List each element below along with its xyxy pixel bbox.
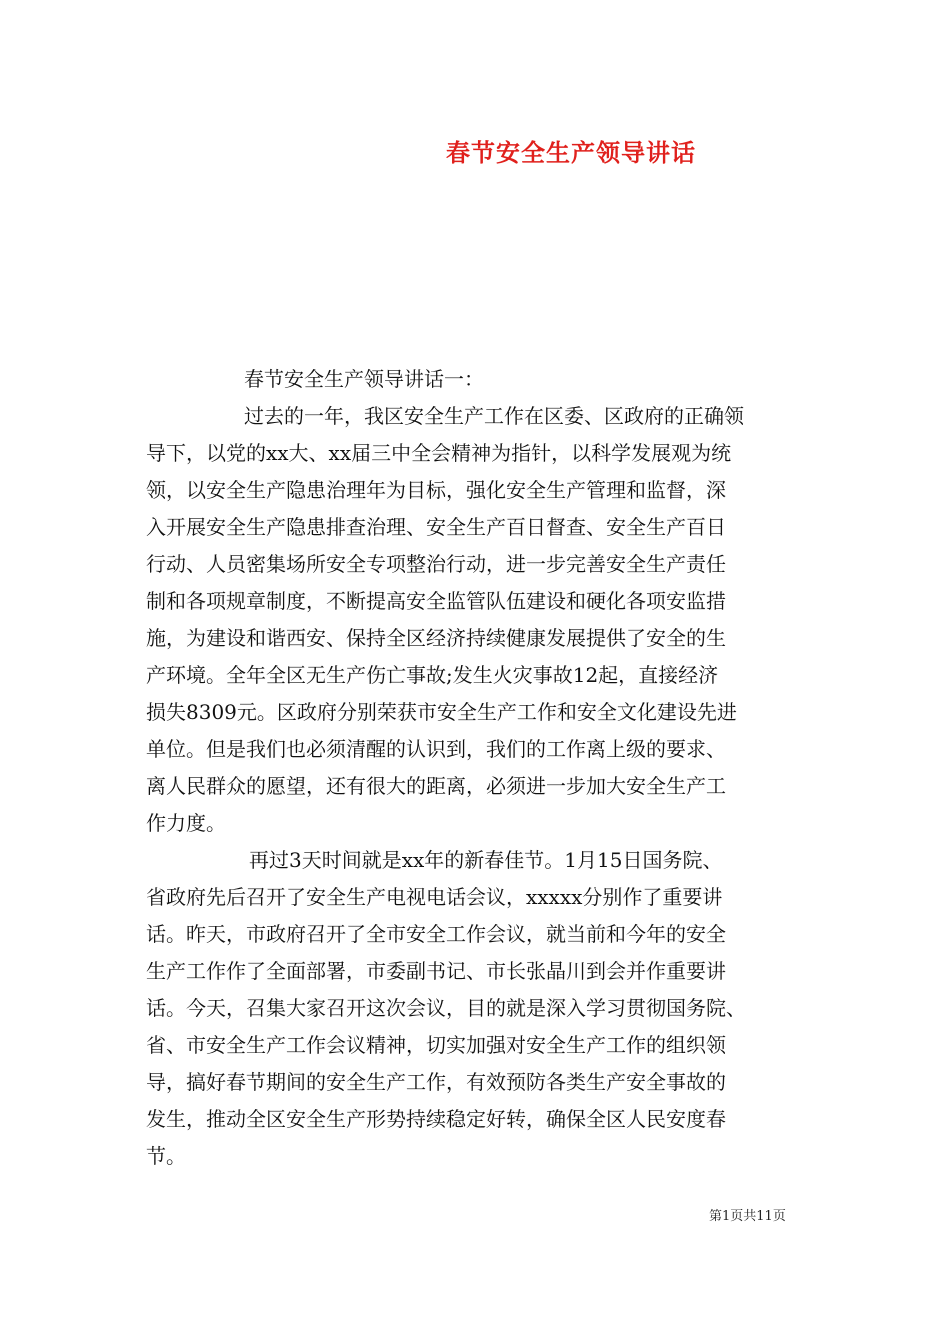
paragraph-line: 领，以安全生产隐患治理年为目标，强化安全生产管理和监督，深 (146, 478, 726, 502)
paragraph-line: 过去的一年，我区安全生产工作在区委、区政府的正确领 (244, 404, 744, 428)
document-title: 春节安全生产领导讲话 (446, 138, 696, 167)
paragraph-line: 单位。但是我们也必须清醒的认识到，我们的工作离上级的要求、 (146, 737, 726, 761)
paragraph-line: 发生，推动全区安全生产形势持续稳定好转，确保全区人民安度春 (146, 1107, 726, 1131)
paragraph-line: 作力度。 (146, 811, 226, 835)
paragraph-line: 话。今天，召集大家召开这次会议，目的就是深入学习贯彻国务院、 (146, 996, 746, 1020)
paragraph-line: 施，为建设和谐西安、保持全区经济持续健康发展提供了安全的生 (146, 626, 726, 650)
section-heading: 春节安全生产领导讲话一： (244, 367, 484, 391)
page-number: 第1页共11页 (709, 1209, 786, 1224)
paragraph-line: 产环境。全年全区无生产伤亡事故;发生火灾事故12起，直接经济 (146, 663, 719, 687)
paragraph-line: 省、市安全生产工作会议精神，切实加强对安全生产工作的组织领 (146, 1033, 726, 1057)
paragraph-line: 话。昨天，市政府召开了全市安全工作会议，就当前和今年的安全 (146, 922, 726, 946)
paragraph-line: 行动、人员密集场所安全专项整治行动，进一步完善安全生产责任 (146, 552, 726, 576)
paragraph-line: 节。 (146, 1144, 186, 1168)
paragraph-line: 制和各项规章制度，不断提高安全监管队伍建设和硬化各项安监措 (146, 589, 726, 613)
paragraph-line: 离人民群众的愿望，还有很大的距离，必须进一步加大安全生产工 (146, 774, 726, 798)
paragraph-line: 导下，以党的xx大、xx届三中全会精神为指针，以科学发展观为统 (146, 441, 732, 465)
paragraph-line: 损失8309元。区政府分别荣获市安全生产工作和安全文化建设先进 (146, 700, 737, 724)
paragraph-line: 生产工作作了全面部署，市委副书记、市长张晶川到会并作重要讲 (146, 959, 726, 983)
paragraph-line: 入开展安全生产隐患排查治理、安全生产百日督查、安全生产百日 (146, 515, 726, 539)
paragraph-line: 导，搞好春节期间的安全生产工作，有效预防各类生产安全事故的 (146, 1070, 726, 1094)
paragraph-line: 再过3天时间就是xx年的新春佳节。1月15日国务院、 (249, 848, 723, 872)
paragraph-line: 省政府先后召开了安全生产电视电话会议，xxxxx分别作了重要讲 (146, 885, 723, 909)
